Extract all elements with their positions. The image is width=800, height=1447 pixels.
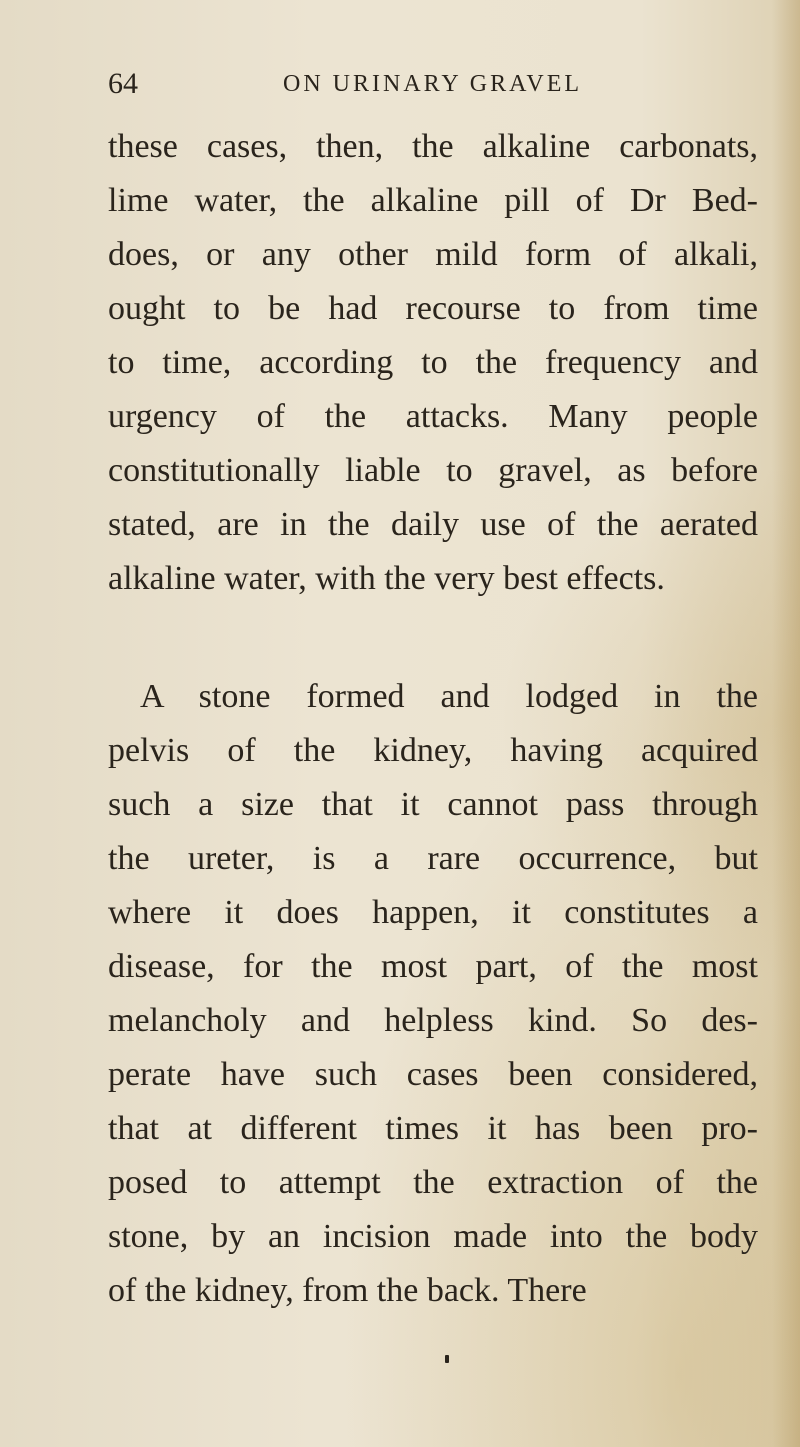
text-line: posed to attempt the extraction of the <box>108 1164 758 1201</box>
text-line: pelvis of the kidney, having acquired <box>108 732 758 769</box>
page-edge-shadow <box>772 0 800 1447</box>
text-line: such a size that it cannot pass through <box>108 786 758 823</box>
text-line: melancholy and helpless kind. So des- <box>108 1002 758 1039</box>
page-header <box>108 62 668 106</box>
text-line: urgency of the attacks. Many people <box>108 398 758 435</box>
text-line: alkaline water, with the very best effects. <box>108 560 665 597</box>
text-line: constitutionally liable to gravel, as before <box>108 452 758 489</box>
text-line: that at different times it has been pro- <box>108 1110 758 1147</box>
text-line: these cases, then, the alkaline carbonats, <box>108 128 758 165</box>
paragraph-gap <box>108 606 758 670</box>
text-line: perate have such cases been considered, <box>108 1056 758 1093</box>
text-line: the ureter, is a rare occurrence, but <box>108 840 758 877</box>
paragraph-1 <box>108 120 758 606</box>
text-line: lime water, the alkaline pill of Dr Bed- <box>108 182 758 219</box>
text-line: where it does happen, it constitutes a <box>108 894 758 931</box>
text-line: ought to be had recourse to from time <box>108 290 758 327</box>
text-line: disease, for the most part, of the most <box>108 948 758 985</box>
text-line: A stone formed and lodged in the <box>140 678 758 715</box>
text-line: to time, according to the frequency and <box>108 344 758 381</box>
paragraph-2 <box>108 670 758 1318</box>
text-line: of the kidney, from the back. There <box>108 1272 587 1309</box>
text-line: stone, by an incision made into the body <box>108 1218 758 1255</box>
text-line: stated, are in the daily use of the aerated <box>108 506 758 543</box>
body-text <box>108 120 758 1318</box>
running-head: ON URINARY GRAVEL <box>283 71 583 97</box>
ink-speck <box>445 1355 449 1363</box>
text-line: does, or any other mild form of alkali, <box>108 236 758 273</box>
page-number: 64 <box>108 67 138 100</box>
